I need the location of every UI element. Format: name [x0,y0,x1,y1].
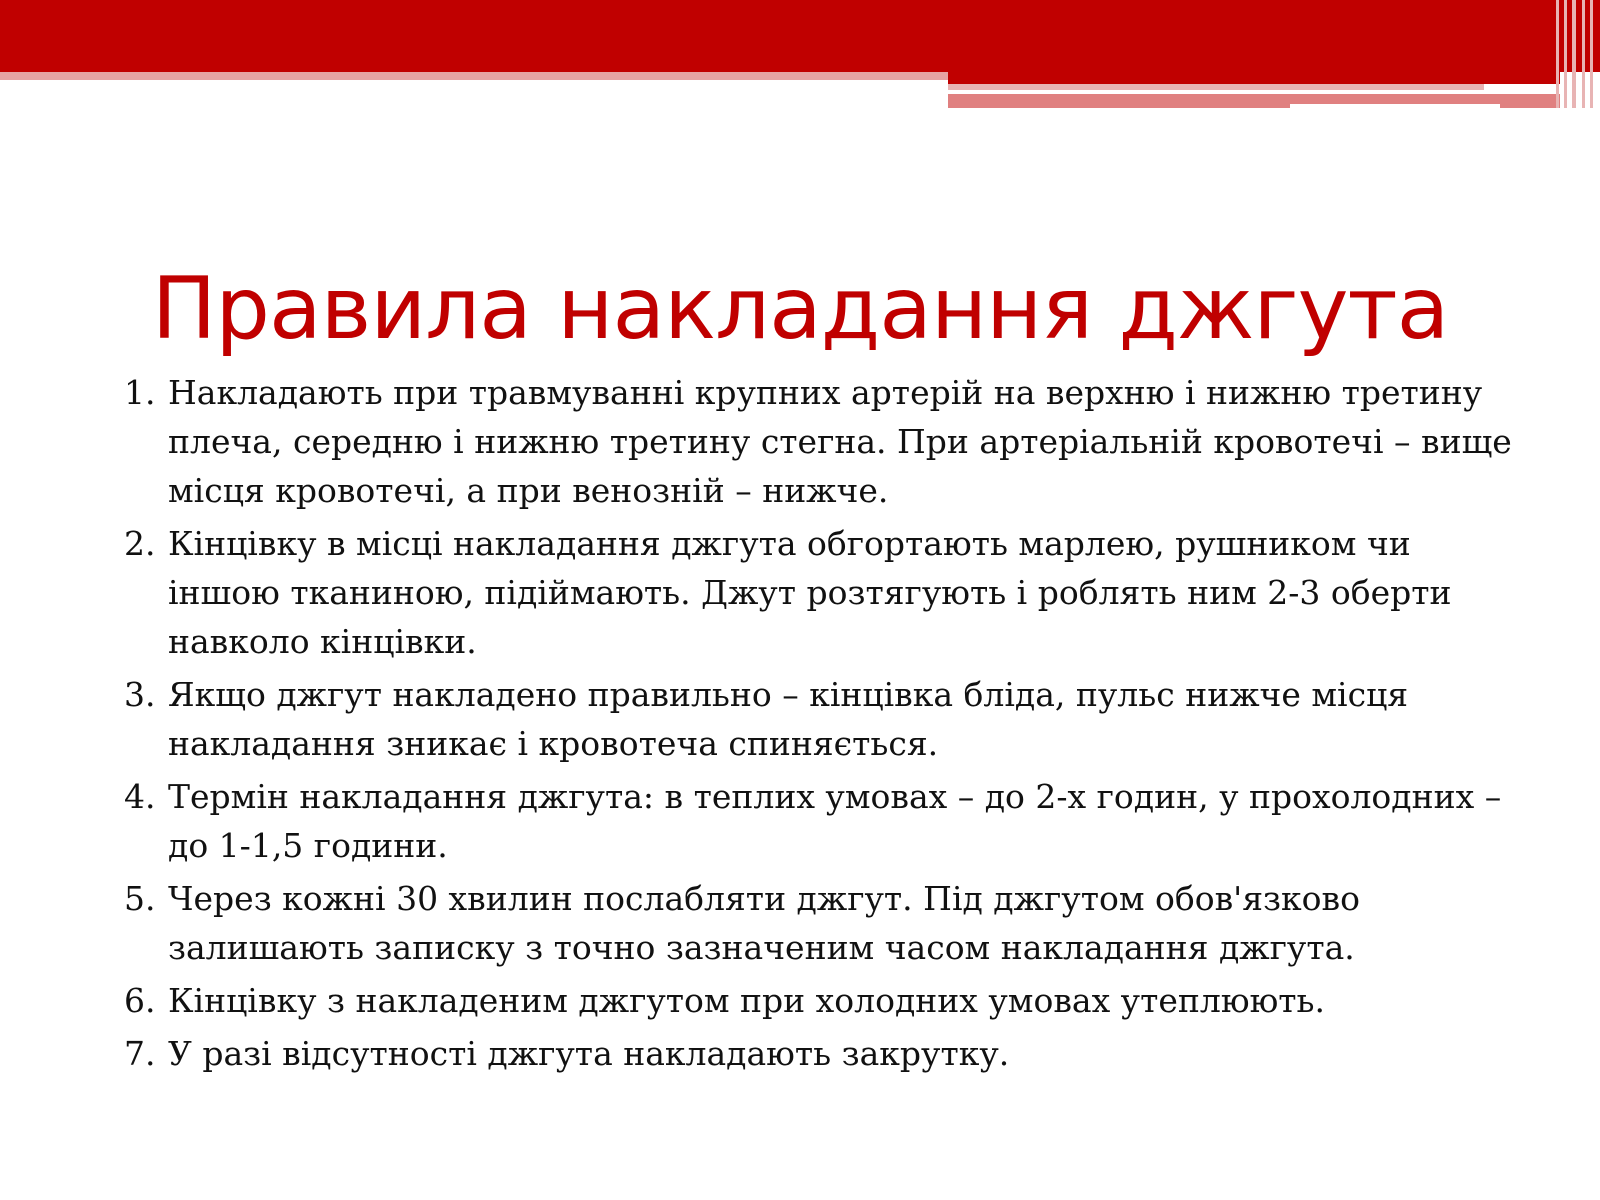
rule-number: 5. [124,879,156,918]
vertical-stripe [1556,0,1559,108]
rule-number: 4. [124,777,156,816]
rule-text: Якщо джгут накладено правильно – кінцівка бліда, пульс нижче місця накладання зникає і кровотеча спиняється. [168,675,1409,763]
vertical-stripe [1572,0,1576,108]
rule-text: Термін накладання джгута: в теплих умовах – до 2-х годин, у прохолодних – до 1-1,5 години. [168,777,1502,865]
rule-number: 2. [124,524,156,563]
rule-text: У разі відсутності джгута накладають закрутку. [168,1034,1010,1073]
rule-item [124,519,1524,666]
rule-item [124,368,1524,515]
rule-item [124,874,1524,972]
rule-item [124,670,1524,768]
rule-text: Через кожні 30 хвилин послабляти джгут. Під джгутом обов'язково залишають записку з точно зазначеним часом накладання джгута. [168,879,1360,967]
header-band-right [948,72,1560,84]
rule-text: Кінцівку в місці накладання джгута обгортають марлею, рушником чи іншою тканиною, підіймають. Джут розтягують і роблять ним 2-3 оберти навколо кінцівки. [168,524,1452,661]
vertical-stripe [1564,0,1567,108]
rule-number: 7. [124,1034,156,1073]
rule-text: Кінцівку з накладеним джгутом при холодних умовах утеплюють. [168,981,1326,1020]
header-accent-gap [1290,104,1500,108]
vertical-stripe [1582,0,1585,108]
slide-title: Правила накладання джгута [151,258,1449,359]
header-band-light-strip [0,72,948,80]
rule-item [124,976,1524,1025]
rule-number: 6. [124,981,156,1020]
rule-item [124,1029,1524,1078]
rules-list [124,368,1524,1082]
vertical-stripe [1590,0,1593,108]
header-band [0,0,1600,72]
rule-item [124,772,1524,870]
rule-number: 1. [124,373,156,412]
header-vertical-stripes [1556,0,1600,108]
rule-text: Накладають при травмуванні крупних артерій на верхню і нижню третину плеча, середню і нижню третину стегна. При артеріальній кровотечі – вище місця кровотечі, а при венозній – нижче. [168,373,1512,510]
rule-number: 3. [124,675,156,714]
